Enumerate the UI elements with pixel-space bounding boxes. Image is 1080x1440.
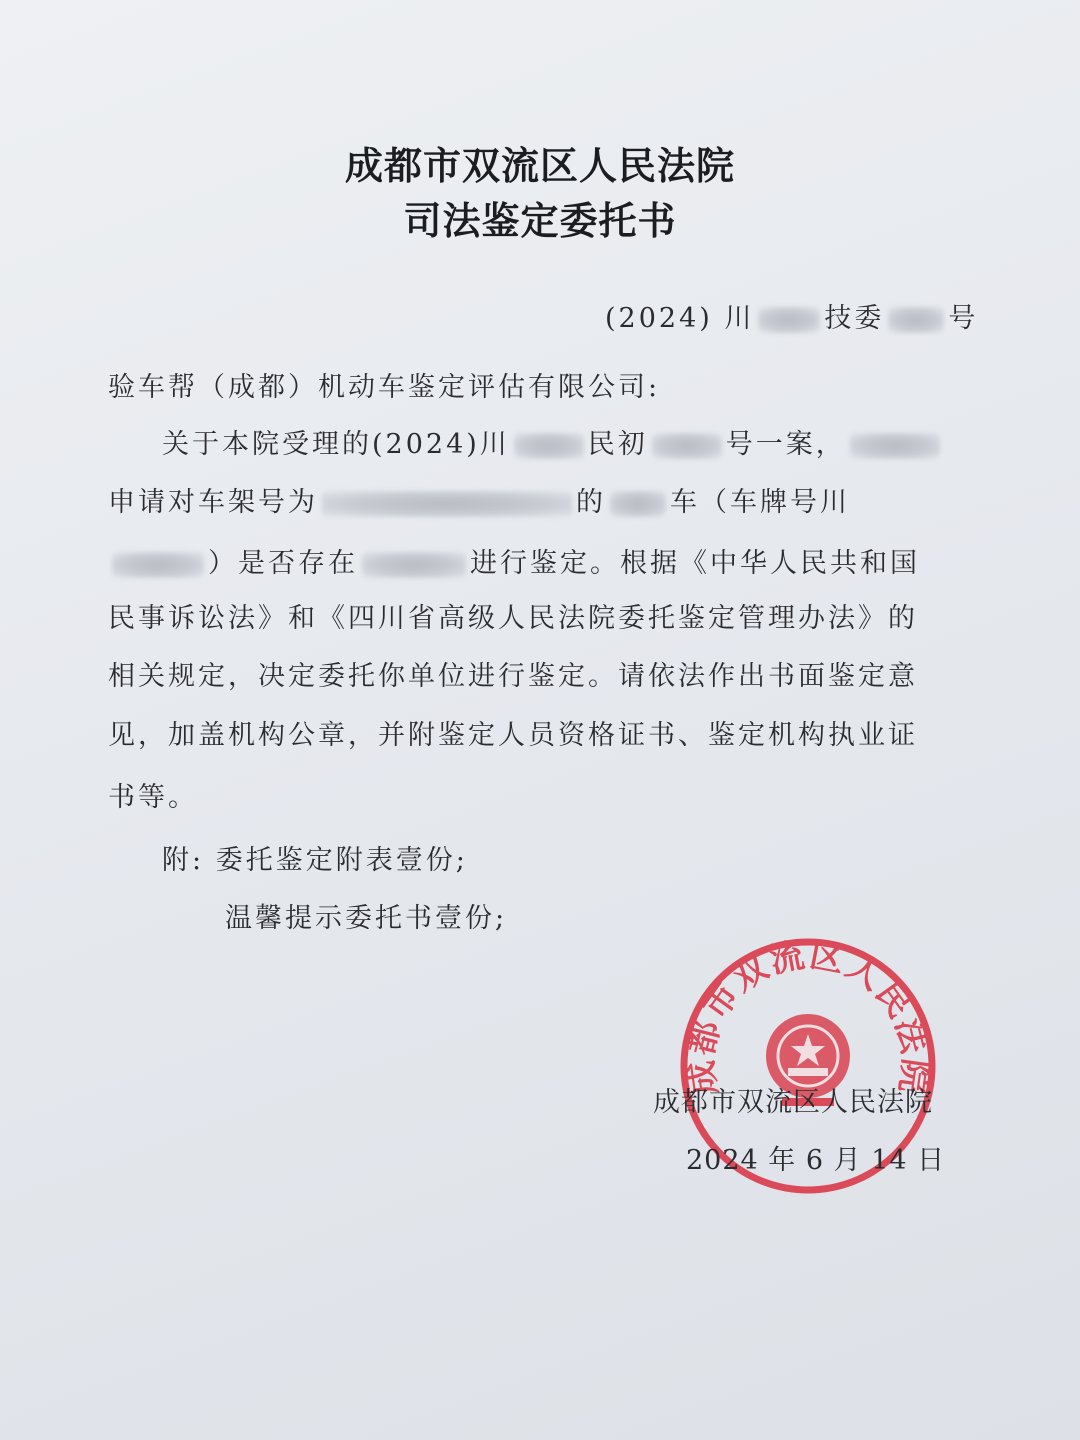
body-text: 民初 bbox=[587, 429, 648, 460]
body-line-3 bbox=[108, 541, 920, 580]
body-text: 申请对车架号为 bbox=[108, 487, 318, 518]
redacted-block bbox=[362, 552, 466, 578]
attachment-line-1 bbox=[162, 838, 468, 877]
redacted-block bbox=[112, 552, 204, 578]
body-text: ）是否存在 bbox=[208, 548, 358, 579]
court-name-heading: 成都市双流区人民法院 bbox=[344, 144, 735, 188]
redacted-block bbox=[322, 491, 572, 517]
body-text: 的 bbox=[576, 487, 606, 518]
ref-mid: 技委 bbox=[824, 303, 885, 334]
body-line-5: 相关规定，决定委托你单位进行鉴定。请依法作出书面鉴定意 bbox=[108, 661, 918, 692]
attachment-item: 委托鉴定附表壹份; bbox=[215, 845, 468, 876]
redacted-block bbox=[888, 307, 944, 333]
body-line-6: 见，加盖机构公章，并附鉴定人员资格证书、鉴定机构执业证 bbox=[108, 720, 918, 751]
body-line-2 bbox=[108, 480, 850, 519]
attachment-line-2: 温馨提示委托书壹份; bbox=[225, 903, 508, 934]
document-title: 司法鉴定委托书 bbox=[403, 199, 677, 243]
reference-number bbox=[605, 296, 978, 335]
redacted-block bbox=[850, 433, 940, 459]
body-text: 进行鉴定。根据《中华人民共和国 bbox=[470, 548, 920, 579]
ref-prefix: (2024) 川 bbox=[605, 303, 755, 334]
body-line-4: 民事诉讼法》和《四川省高级人民法院委托鉴定管理办法》的 bbox=[108, 603, 918, 634]
body-line-7: 书等。 bbox=[108, 782, 198, 813]
redacted-block bbox=[652, 433, 722, 459]
redacted-block bbox=[514, 433, 584, 459]
signature-court: 成都市双流区人民法院 bbox=[653, 1087, 933, 1118]
recipient-line: 验车帮（成都）机动车鉴定评估有限公司: bbox=[108, 372, 661, 403]
ref-suffix: 号 bbox=[948, 303, 979, 334]
body-line-1 bbox=[162, 422, 944, 461]
body-text: 车（车牌号川 bbox=[670, 487, 850, 518]
signature-date: 2024 年 6 月 14 日 bbox=[686, 1145, 946, 1176]
body-text: 号一案， bbox=[725, 429, 846, 460]
redacted-block bbox=[610, 491, 666, 517]
body-text: 关于本院受理的(2024)川 bbox=[162, 429, 510, 460]
seal-text: 成都市双流区人民法院 bbox=[680, 936, 936, 1098]
attachment-label: 附: bbox=[162, 845, 205, 876]
redacted-block bbox=[758, 307, 820, 333]
